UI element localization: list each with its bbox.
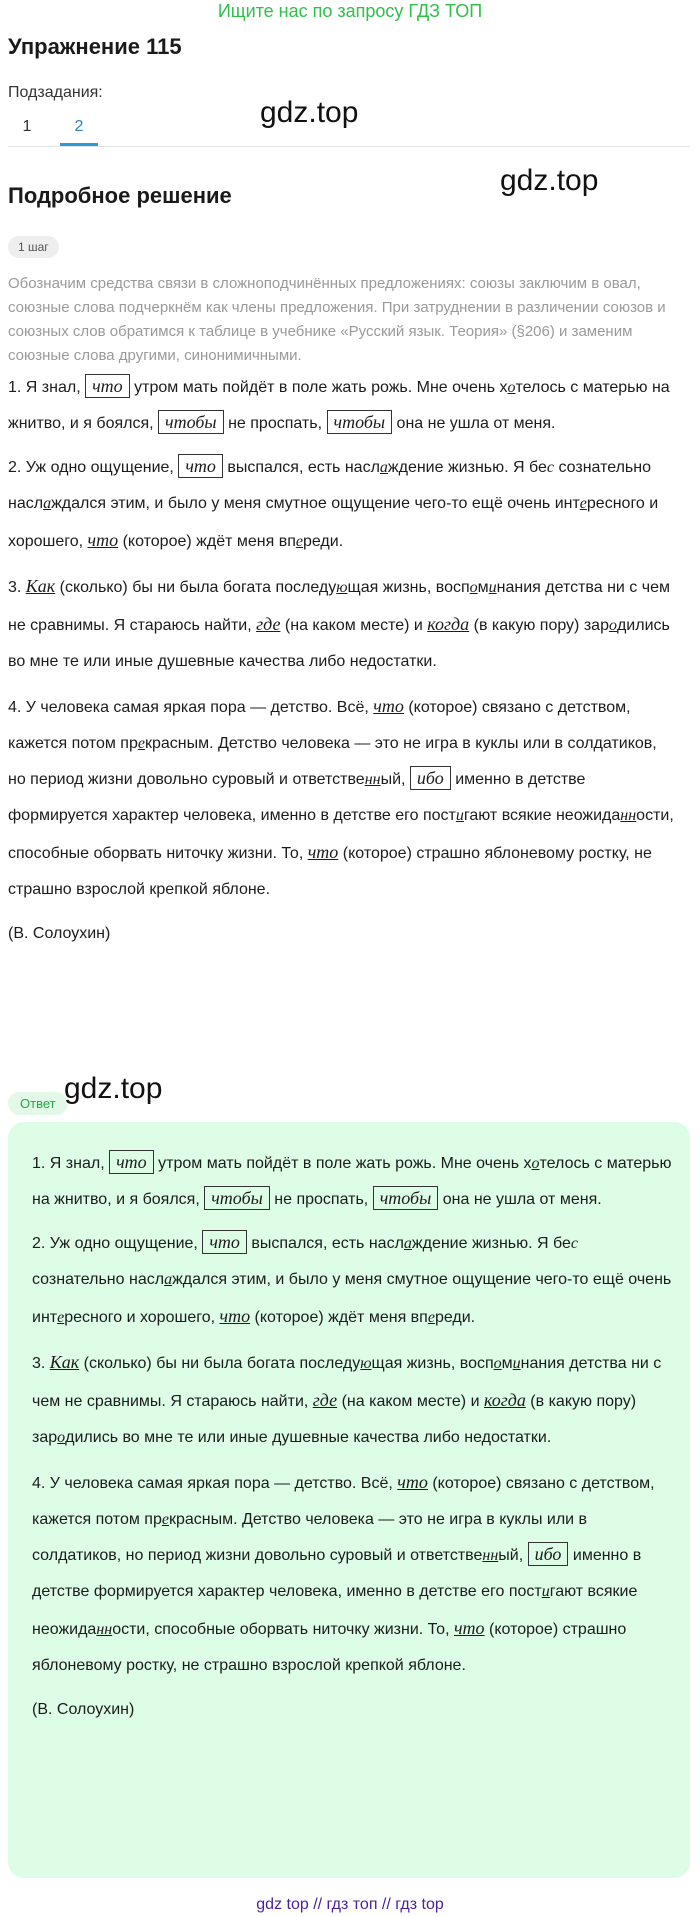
footer-links[interactable]: gdz top // гдз топ // гдз top <box>256 1896 444 1913</box>
section-title: Подробное решение <box>8 183 232 208</box>
watermark: gdz.top <box>260 96 359 129</box>
conjunction-ibo: ибо <box>528 1542 569 1566</box>
allied-word-kogda: когда <box>427 614 470 634</box>
sentence-2: 2. Уж одно ощущение, что выспался, есть наслаждение жизнью. Я бес сознательно наслаждался этим, и было у меня смутное ощущение чего-то ещё очень интересного и хорошего, что (которое) ждёт меня впереди. <box>8 456 659 550</box>
allied-word-kogda: когда <box>483 1390 526 1410</box>
top-banner[interactable]: Ищите нас по запросу ГДЗ ТОП <box>217 1 483 21</box>
sentence-3: 3. Как (сколько) бы ни была богата последующая жизнь, воспоминания детства ни с чем не сравнимы. Я стараюсь найти, где (на каком месте) и когда (в какую пору) зародились во мне те или иные душевные качества либо недостатки. <box>8 576 670 670</box>
sentence-4: 4. У человека самая яркая пора — детство. Всё, что (которое) связано с детством, кажется потом прекрасным. Детство человека — это не игра в куклы или в солдатиков, но период жизни довольно суровый и ответственный, ибо именно в детстве формируется характер человека, именно в детстве его постигают всякие неожиданности, способные оборвать ниточку жизни. То, что (которое) страшно яблоневому ростку, не страшно взрослой крепкой яблоне. <box>8 696 674 898</box>
allied-word-chto: что <box>87 530 119 550</box>
allied-word-kak: Как <box>25 576 56 596</box>
conjunction-chto: что <box>178 454 223 478</box>
conjunction-chtoby: чтобы <box>158 410 224 434</box>
watermark: gdz.top <box>64 1072 163 1105</box>
allied-word-kak: Как <box>49 1352 80 1372</box>
allied-word-gde: где <box>256 614 281 634</box>
page-title: Упражнение 115 <box>8 34 182 59</box>
watermark: gdz.top <box>500 164 599 197</box>
step-badge: 1 шаг <box>8 236 59 258</box>
answer-text <box>32 1146 672 1736</box>
subtasks-label: Подзадания: <box>8 84 103 101</box>
allied-word-chto: что <box>219 1306 251 1326</box>
answer-author: (В. Солоухин) <box>32 1701 135 1718</box>
tab-subtask-1[interactable]: 1 <box>22 118 32 135</box>
allied-word-chto: что <box>373 696 404 716</box>
intro-text: Обозначим средства связи в сложноподчинённых предложениях: союзы заключим в овал, союзные слова подчеркнём как члены предложения. При затруднении в различении союзов и союзных слов обратимся к таблице в учебнике «Русский язык. Теория» (§206) и заменим союзные слова другими, синонимичными. <box>8 275 666 364</box>
conjunction-chto: что <box>109 1150 154 1174</box>
conjunction-chtoby: чтобы <box>373 1186 439 1210</box>
allied-word-chto: что <box>397 1472 428 1492</box>
conjunction-chtoby: чтобы <box>327 410 393 434</box>
author: (В. Солоухин) <box>8 925 111 942</box>
answer-badge: Ответ <box>8 1092 68 1115</box>
answer-sentence-1: 1. Я знал, что утром мать пойдёт в поле жать рожь. Мне очень хотелось с матерью на жнитво, и я боялся, чтобы не проспать, чтобы она не ушла от меня. <box>32 1152 672 1208</box>
conjunction-ibo: ибо <box>410 766 451 790</box>
sentence-1: 1. Я знал, что утром мать пойдёт в поле жать рожь. Мне очень хотелось с матерью на жнитво, и я боялся, чтобы не проспать, чтобы она не ушла от меня. <box>8 376 670 432</box>
allied-word-chto: что <box>453 1618 485 1638</box>
conjunction-chto: что <box>202 1230 247 1254</box>
allied-word-chto: что <box>307 842 339 862</box>
answer-sentence-4: 4. У человека самая яркая пора — детство. Всё, что (которое) связано с детством, кажется потом прекрасным. Детство человека — это не игра в куклы или в солдатиков, но период жизни довольно суровый и ответственный, ибо именно в детстве формируется характер человека, именно в детстве его постигают всякие неожиданности, способные оборвать ниточку жизни. То, что (которое) страшно яблоневому ростку, не страшно взрослой крепкой яблоне. <box>32 1472 655 1674</box>
answer-sentence-2: 2. Уж одно ощущение, что выспался, есть наслаждение жизнью. Я бес сознательно наслаждался этим, и было у меня смутное ощущение чего-то ещё очень интересного и хорошего, что (которое) ждёт меня впереди. <box>32 1232 672 1326</box>
tab-subtask-2[interactable]: 2 <box>60 112 98 146</box>
divider <box>8 146 690 147</box>
solution-text <box>8 370 678 960</box>
conjunction-chtoby: чтобы <box>204 1186 270 1210</box>
allied-word-gde: где <box>312 1390 338 1410</box>
subtask-tabs <box>8 112 112 146</box>
conjunction-chto: что <box>85 374 130 398</box>
answer-sentence-3: 3. Как (сколько) бы ни была богата последующая жизнь, воспоминания детства ни с чем не сравнимы. Я стараюсь найти, где (на каком месте) и когда (в какую пору) зародились во мне те или иные душевные качества либо недостатки. <box>32 1352 662 1446</box>
